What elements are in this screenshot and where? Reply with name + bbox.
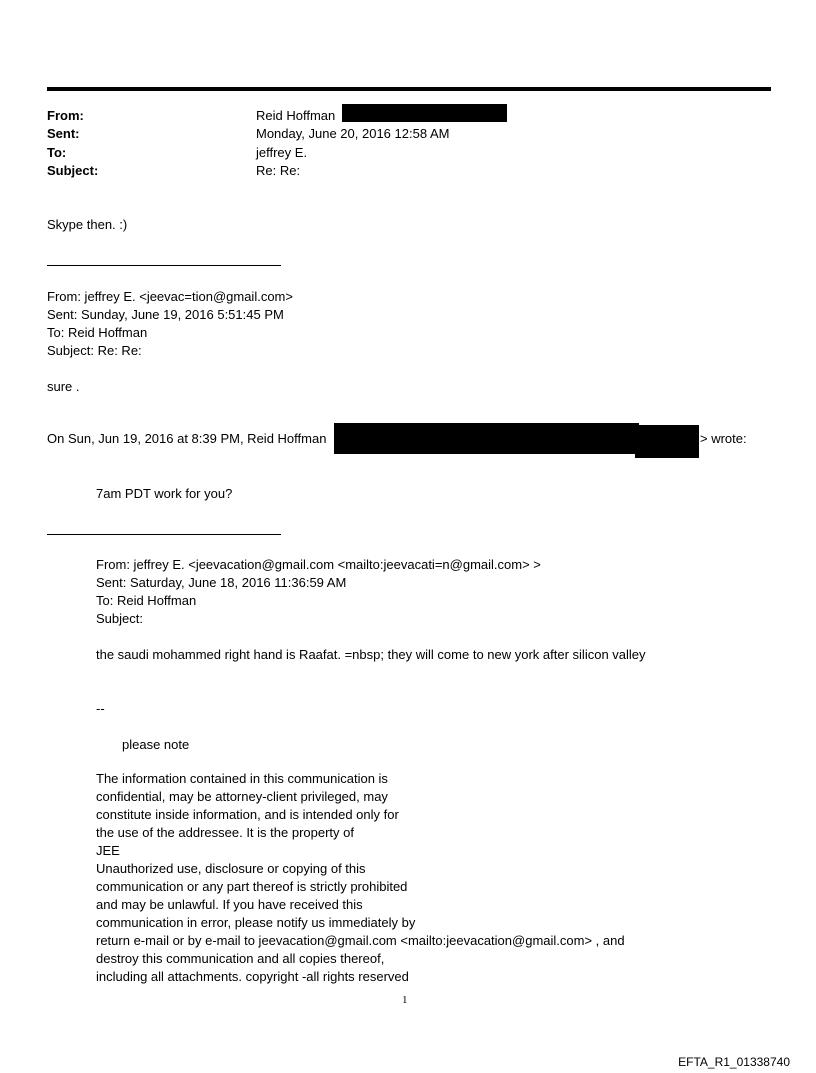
reply-text: Skype then. :) bbox=[47, 217, 128, 232]
quoted1-text: sure . bbox=[47, 379, 80, 394]
disclaimer-line: the use of the addressee. It is the property of bbox=[96, 825, 354, 840]
to-label: To: bbox=[47, 145, 67, 160]
disclaimer-line: communication in error, please notify us immediately by bbox=[96, 915, 416, 930]
quoted2-subject: Subject: bbox=[96, 611, 143, 626]
quoted2-text: the saudi mohammed right hand is Raafat. =nbsp; they will come to new york after silicon valley bbox=[96, 647, 646, 662]
disclaimer-line: The information contained in this communication is bbox=[96, 771, 388, 786]
quoted1-from: From: jeffrey E. <jeevac=tion@gmail.com> bbox=[47, 289, 293, 304]
separator-rule bbox=[47, 265, 281, 266]
signature-dashes: -- bbox=[96, 701, 105, 716]
disclaimer-line: communication or any part thereof is strictly prohibited bbox=[96, 879, 408, 894]
quoted1-subject: Subject: Re: Re: bbox=[47, 343, 142, 358]
subject-value: Re: Re: bbox=[256, 163, 301, 178]
separator-rule bbox=[47, 534, 281, 535]
sent-label: Sent: bbox=[47, 126, 80, 141]
disclaimer-line: constitute inside information, and is intended only for bbox=[96, 807, 399, 822]
redaction-bar bbox=[334, 423, 639, 454]
redaction-bar bbox=[635, 425, 699, 458]
disclaimer-line: including all attachments. copyright -all rights reserved bbox=[96, 969, 409, 984]
quoted2-from: From: jeffrey E. <jeevacation@gmail.com <mailto:jeevacati=n@gmail.com> > bbox=[96, 557, 541, 572]
please-note: please note bbox=[122, 737, 190, 752]
disclaimer-line: Unauthorized use, disclosure or copying of this bbox=[96, 861, 366, 876]
disclaimer-line: destroy this communication and all copies thereof, bbox=[96, 951, 385, 966]
on-wrote-suffix: > wrote: bbox=[700, 431, 747, 446]
subject-label: Subject: bbox=[47, 163, 99, 178]
quoted1-sent: Sent: Sunday, June 19, 2016 5:51:45 PM bbox=[47, 307, 284, 322]
disclaimer-line: confidential, may be attorney-client privileged, may bbox=[96, 789, 388, 804]
disclaimer-line: JEE bbox=[96, 843, 120, 858]
quoted2-to: To: Reid Hoffman bbox=[96, 593, 197, 608]
quoted1-to: To: Reid Hoffman bbox=[47, 325, 148, 340]
quoted2-sent: Sent: Saturday, June 18, 2016 11:36:59 AM bbox=[96, 575, 347, 590]
sent-value: Monday, June 20, 2016 12:58 AM bbox=[256, 126, 450, 141]
from-label: From: bbox=[47, 108, 84, 123]
bates-number: EFTA_R1_01338740 bbox=[678, 1055, 790, 1069]
disclaimer-line: return e-mail or by e-mail to jeevacation@gmail.com <mailto:jeevacation@gmail.com> , and bbox=[96, 933, 625, 948]
from-value: Reid Hoffman bbox=[256, 108, 336, 123]
disclaimer-line: and may be unlawful. If you have received this bbox=[96, 897, 363, 912]
disclaimer bbox=[96, 770, 656, 986]
on-wrote-prefix: On Sun, Jun 19, 2016 at 8:39 PM, Reid Hoffman bbox=[47, 431, 327, 446]
redaction-bar bbox=[342, 104, 507, 122]
reid-question: 7am PDT work for you? bbox=[96, 486, 233, 501]
page-number: 1 bbox=[402, 994, 408, 1006]
header-rule bbox=[47, 87, 771, 91]
to-value: jeffrey E. bbox=[256, 145, 308, 160]
